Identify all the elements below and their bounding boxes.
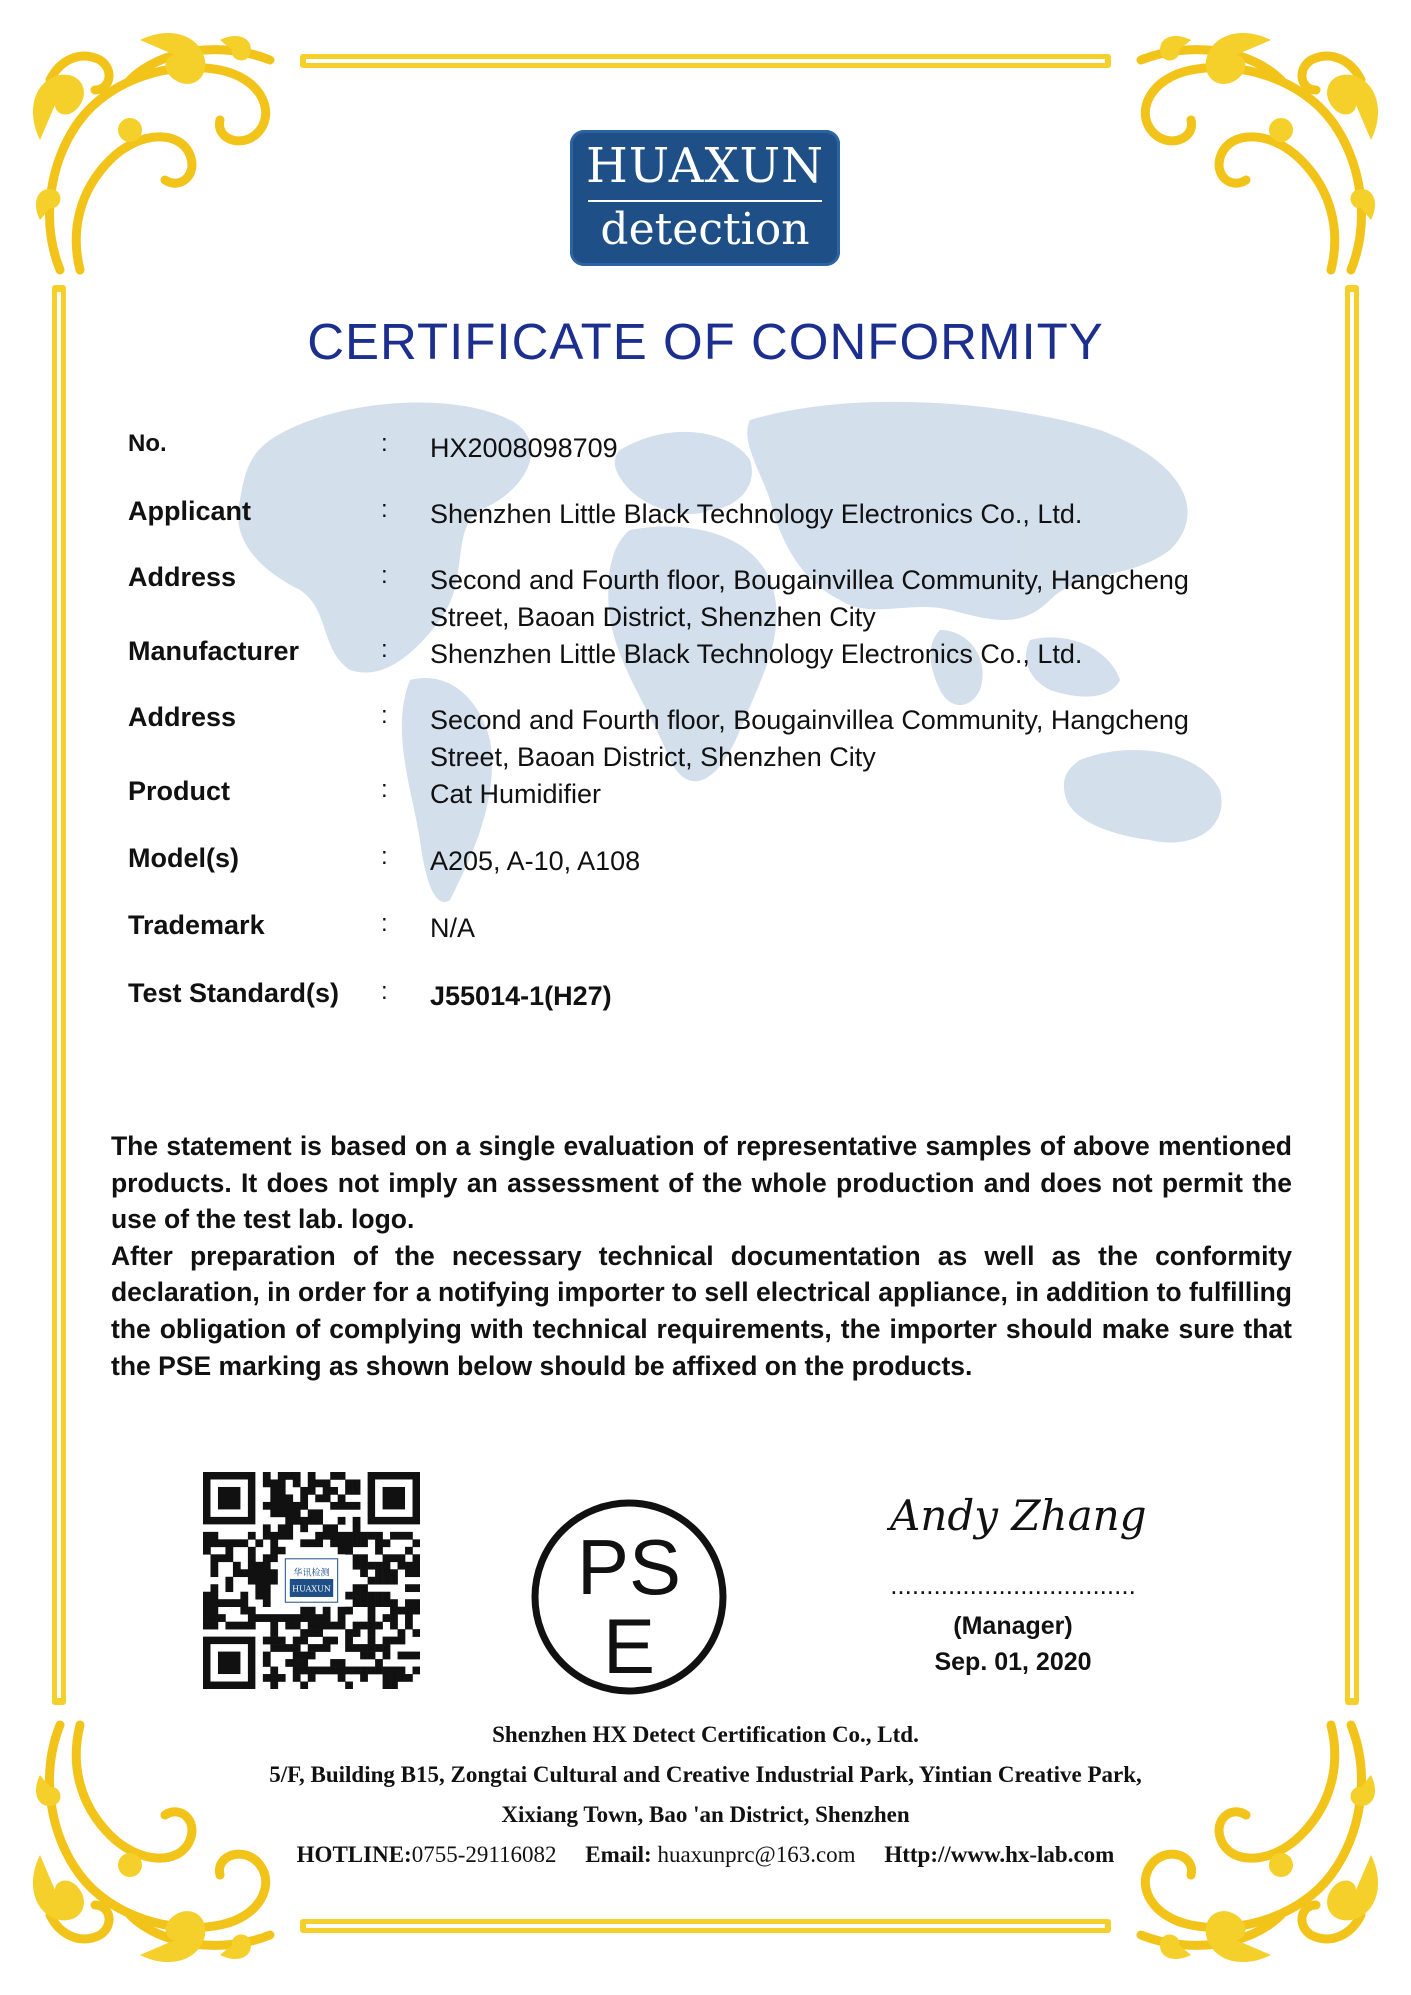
field-colon: : [381,776,388,803]
field-row-product [128,776,1328,816]
field-label: Applicant [128,496,252,526]
signature [880,1472,1170,1552]
field-label: Model(s) [128,843,239,873]
field-colon: : [381,978,388,1005]
statement-paragraph: After preparation of the necessary technical documentation as well as the conformity declaration, in order for a notifying importer to sell electrical appliance, in addition to fulfilling the obligation of complying with technical requirements, the importer should make sure that the PSE marking as shown below should be affixed on the products. [111,1240,1292,1381]
logo-bottom-text: detection [600,204,810,255]
field-value: Cat Humidifier [430,779,602,809]
field-row-manufacturer [128,636,1328,676]
field-colon: : [381,496,388,523]
hotline-label: HOTLINE: [296,1842,412,1867]
signature-line: .................................. [890,1570,1136,1600]
field-colon: : [381,430,388,457]
huaxun-logo [570,130,840,266]
footer-contact [0,1842,1411,1868]
field-label: No. [128,430,167,457]
border-top-inner [306,59,1105,63]
pse-mark-top: PS [576,1523,682,1611]
field-colon: : [381,910,388,937]
hotline-number: 0755-29116082 [411,1842,557,1867]
signature-name: Andy Zhang [890,1491,1147,1540]
field-row-manufacturer-address [128,702,1328,772]
field-value: Second and Fourth floor, Bougainvillea Community, Hangcheng Street, Baoan District, Shenzhen City [430,705,1189,772]
border-right-inner [1350,292,1354,1698]
logo-divider [588,200,822,202]
corner-ornament-top-left [20,20,290,290]
statement-block [111,1128,1292,1384]
logo-top-text: HUAXUN [585,138,825,194]
field-row-test-standard [128,978,1328,1018]
certificate-title: CERTIFICATE OF CONFORMITY [307,313,1104,370]
field-label: Manufacturer [128,636,300,666]
email-address[interactable]: huaxunprc@163.com [657,1842,856,1867]
qr-code [203,1472,420,1689]
field-label: Test Standard(s) [128,978,340,1008]
signature-role: (Manager) [953,1612,1073,1640]
field-colon: : [381,636,388,663]
statement-paragraph: The statement is based on a single evaluation of representative samples of above mentioned products. It does not imply an assessment of the whole production and does not permit the use of the test lab. logo. [111,1131,1292,1235]
pse-mark-icon [529,1497,729,1697]
footer-company [0,1722,1411,1748]
field-label: Address [128,562,237,592]
field-value: J55014-1(H27) [430,981,612,1011]
signature-date: Sep. 01, 2020 [934,1648,1092,1676]
field-value: Shenzhen Little Black Technology Electronics Co., Ltd. [430,639,1083,669]
field-row-number [128,430,1328,470]
corner-ornament-top-right [1121,20,1391,290]
field-label: Product [128,776,231,806]
field-value: Shenzhen Little Black Technology Electronics Co., Ltd. [430,499,1083,529]
email-label: Email: [585,1842,652,1867]
field-colon: : [381,702,388,729]
footer-address-text: Xixiang Town, Bao 'an District, Shenzhen [501,1802,910,1827]
footer-address-line1 [0,1762,1411,1788]
field-colon: : [381,843,388,870]
field-value: A205, A-10, A108 [430,846,641,876]
footer-address-line2 [0,1802,1411,1828]
field-value: Second and Fourth floor, Bougainvillea Community, Hangcheng Street, Baoan District, Shenzhen City [430,565,1189,632]
border-left-inner [57,292,61,1698]
border-bottom-inner [306,1924,1105,1928]
field-colon: : [381,562,388,589]
field-label: Trademark [128,910,265,940]
field-label: Address [128,702,237,732]
field-value: HX2008098709 [430,433,618,463]
field-row-applicant-address [128,562,1328,632]
svg-text:HUAXUN: HUAXUN [292,1584,331,1594]
field-row-models [128,843,1328,883]
footer-company-name: Shenzhen HX Detect Certification Co., Ltd. [492,1722,919,1747]
svg-text:华讯检测: 华讯检测 [293,1568,330,1579]
field-row-applicant [128,496,1328,536]
pse-mark-bottom: E [602,1602,656,1690]
field-row-trademark [128,910,1328,950]
footer-address-text: 5/F, Building B15, Zongtai Cultural and Creative Industrial Park, Yintian Creative Park, [269,1762,1142,1787]
website-link[interactable]: Http://www.hx-lab.com [884,1842,1115,1867]
field-value: N/A [430,913,476,943]
